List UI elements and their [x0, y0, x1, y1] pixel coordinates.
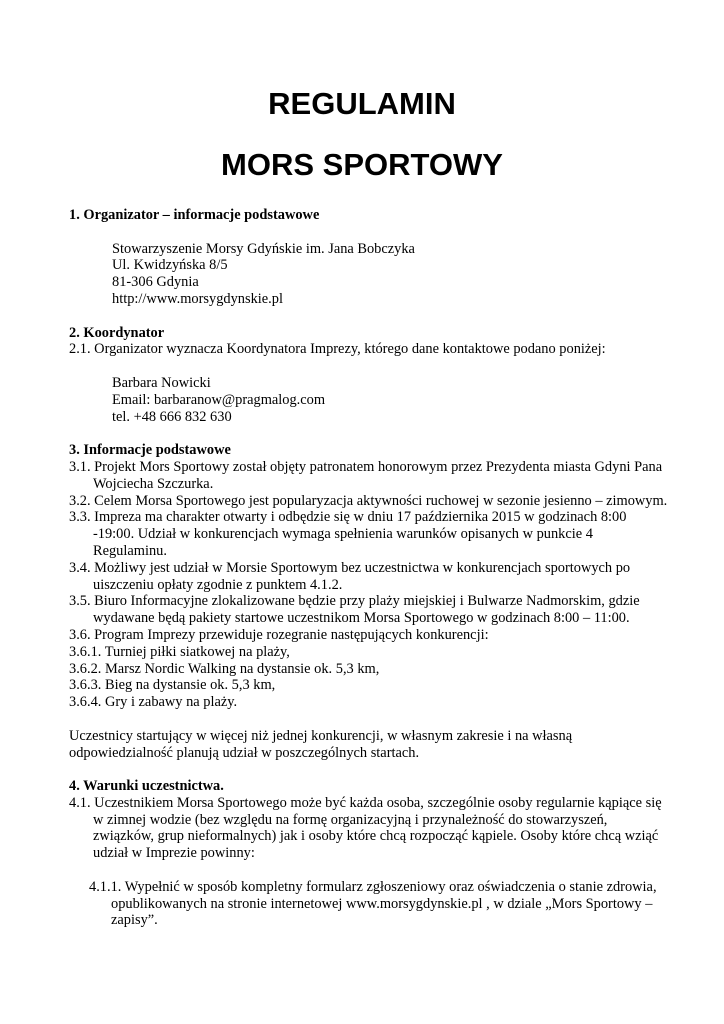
- section-2-intro: 2.1. Organizator wyznacza Koordynatora Imprezy, którego dane kontaktowe podano poniżej:: [69, 341, 606, 358]
- section-2-heading: 2. Koordynator: [69, 324, 165, 341]
- organizer-city: 81-306 Gdynia: [112, 274, 199, 291]
- list-item-4-1-1: 4.1.1. Wypełnić w sposób kompletny formularz zgłoszeniowy oraz oświadczenia o stanie zdrowia, opublikowanych na stronie internetowej www.morsygdynskie.pl , w dziale „Mors Sportowy – zapisy”.: [89, 878, 657, 929]
- list-item-3-6-1: 3.6.1. Turniej piłki siatkowej na plaży,: [69, 643, 290, 660]
- section-4-heading: 4. Warunki uczestnictwa.: [69, 778, 224, 795]
- list-item-3-6-4: 3.6.4. Gry i zabawy na plaży.: [69, 694, 238, 711]
- organizer-street: Ul. Kwidzyńska 8/5: [112, 257, 228, 274]
- list-item-3-5: 3.5. Biuro Informacyjne zlokalizowane będzie przy plaży miejskiej i Bulwarze Nadmorskim, gdzie wydawane będą pakiety startowe uczestnikom Morsa Sportowego w godzinach 8:00 – 11:00.: [69, 593, 640, 627]
- coordinator-email: Email: barbaranow@pragmalog.com: [112, 391, 326, 408]
- document-body: [69, 207, 669, 929]
- list-item-3-4: 3.4. Możliwy jest udział w Morsie Sportowym bez uczestnictwa w konkurencjach sportowych po uiszczeniu opłaty zgodnie z punktem 4.1.2.: [69, 559, 631, 593]
- coordinator-name: Barbara Nowicki: [112, 374, 211, 391]
- list-item-4-1: 4.1. Uczestnikiem Morsa Sportowego może być każda osoba, szczególnie osoby regularnie kąpiące się w zimnej wodzie (bez względu na formę organizacyjną i przynależność do stowarzyszeń, związków, grup nieformalnych) jak i osoby które chcą rozpocząć kąpiele. Osoby które chcą wziąć udział w Imprezie powinny:: [69, 794, 662, 862]
- list-item-3-6-3: 3.6.3. Bieg na dystansie ok. 5,3 km,: [69, 677, 276, 694]
- list-item-3-6: 3.6. Program Imprezy przewiduje rozegranie następujących konkurencji:: [69, 626, 489, 643]
- participants-note: Uczestnicy startujący w więcej niż jednej konkurencji, w własnym zakresie i na własną odpowiedzialność planują udział w poszczególnych startach.: [69, 727, 573, 761]
- section-1-heading: 1. Organizator – informacje podstawowe: [69, 207, 320, 223]
- list-item-3-2: 3.2. Celem Morsa Sportowego jest popularyzacja aktywności ruchowej w sezonie jesienno – zimowym.: [69, 492, 668, 509]
- organizer-website: http://www.morsygdynskie.pl: [112, 290, 283, 307]
- organizer-name: Stowarzyszenie Morsy Gdyńskie im. Jana Bobczyka: [112, 240, 415, 257]
- list-item-3-3: 3.3. Impreza ma charakter otwarty i odbędzie się w dniu 17 października 2015 w godzinach 8:00 -19:00. Udział w konkurencjach wymaga spełnienia warunków opisanych w punkcie 4 Regulaminu.: [69, 509, 627, 559]
- list-item-3-6-2: 3.6.2. Marsz Nordic Walking na dystansie ok. 5,3 km,: [69, 660, 380, 677]
- list-item-3-1: 3.1. Projekt Mors Sportowy został objęty patronatem honorowym przez Prezydenta miasta Gdyni Pana Wojciecha Szczurka.: [69, 458, 663, 492]
- document-subtitle: MORS SPORTOWY: [221, 147, 503, 182]
- coordinator-phone: tel. +48 666 832 630: [112, 408, 232, 425]
- document-title: REGULAMIN: [268, 86, 456, 121]
- section-3-heading: 3. Informacje podstawowe: [69, 442, 231, 459]
